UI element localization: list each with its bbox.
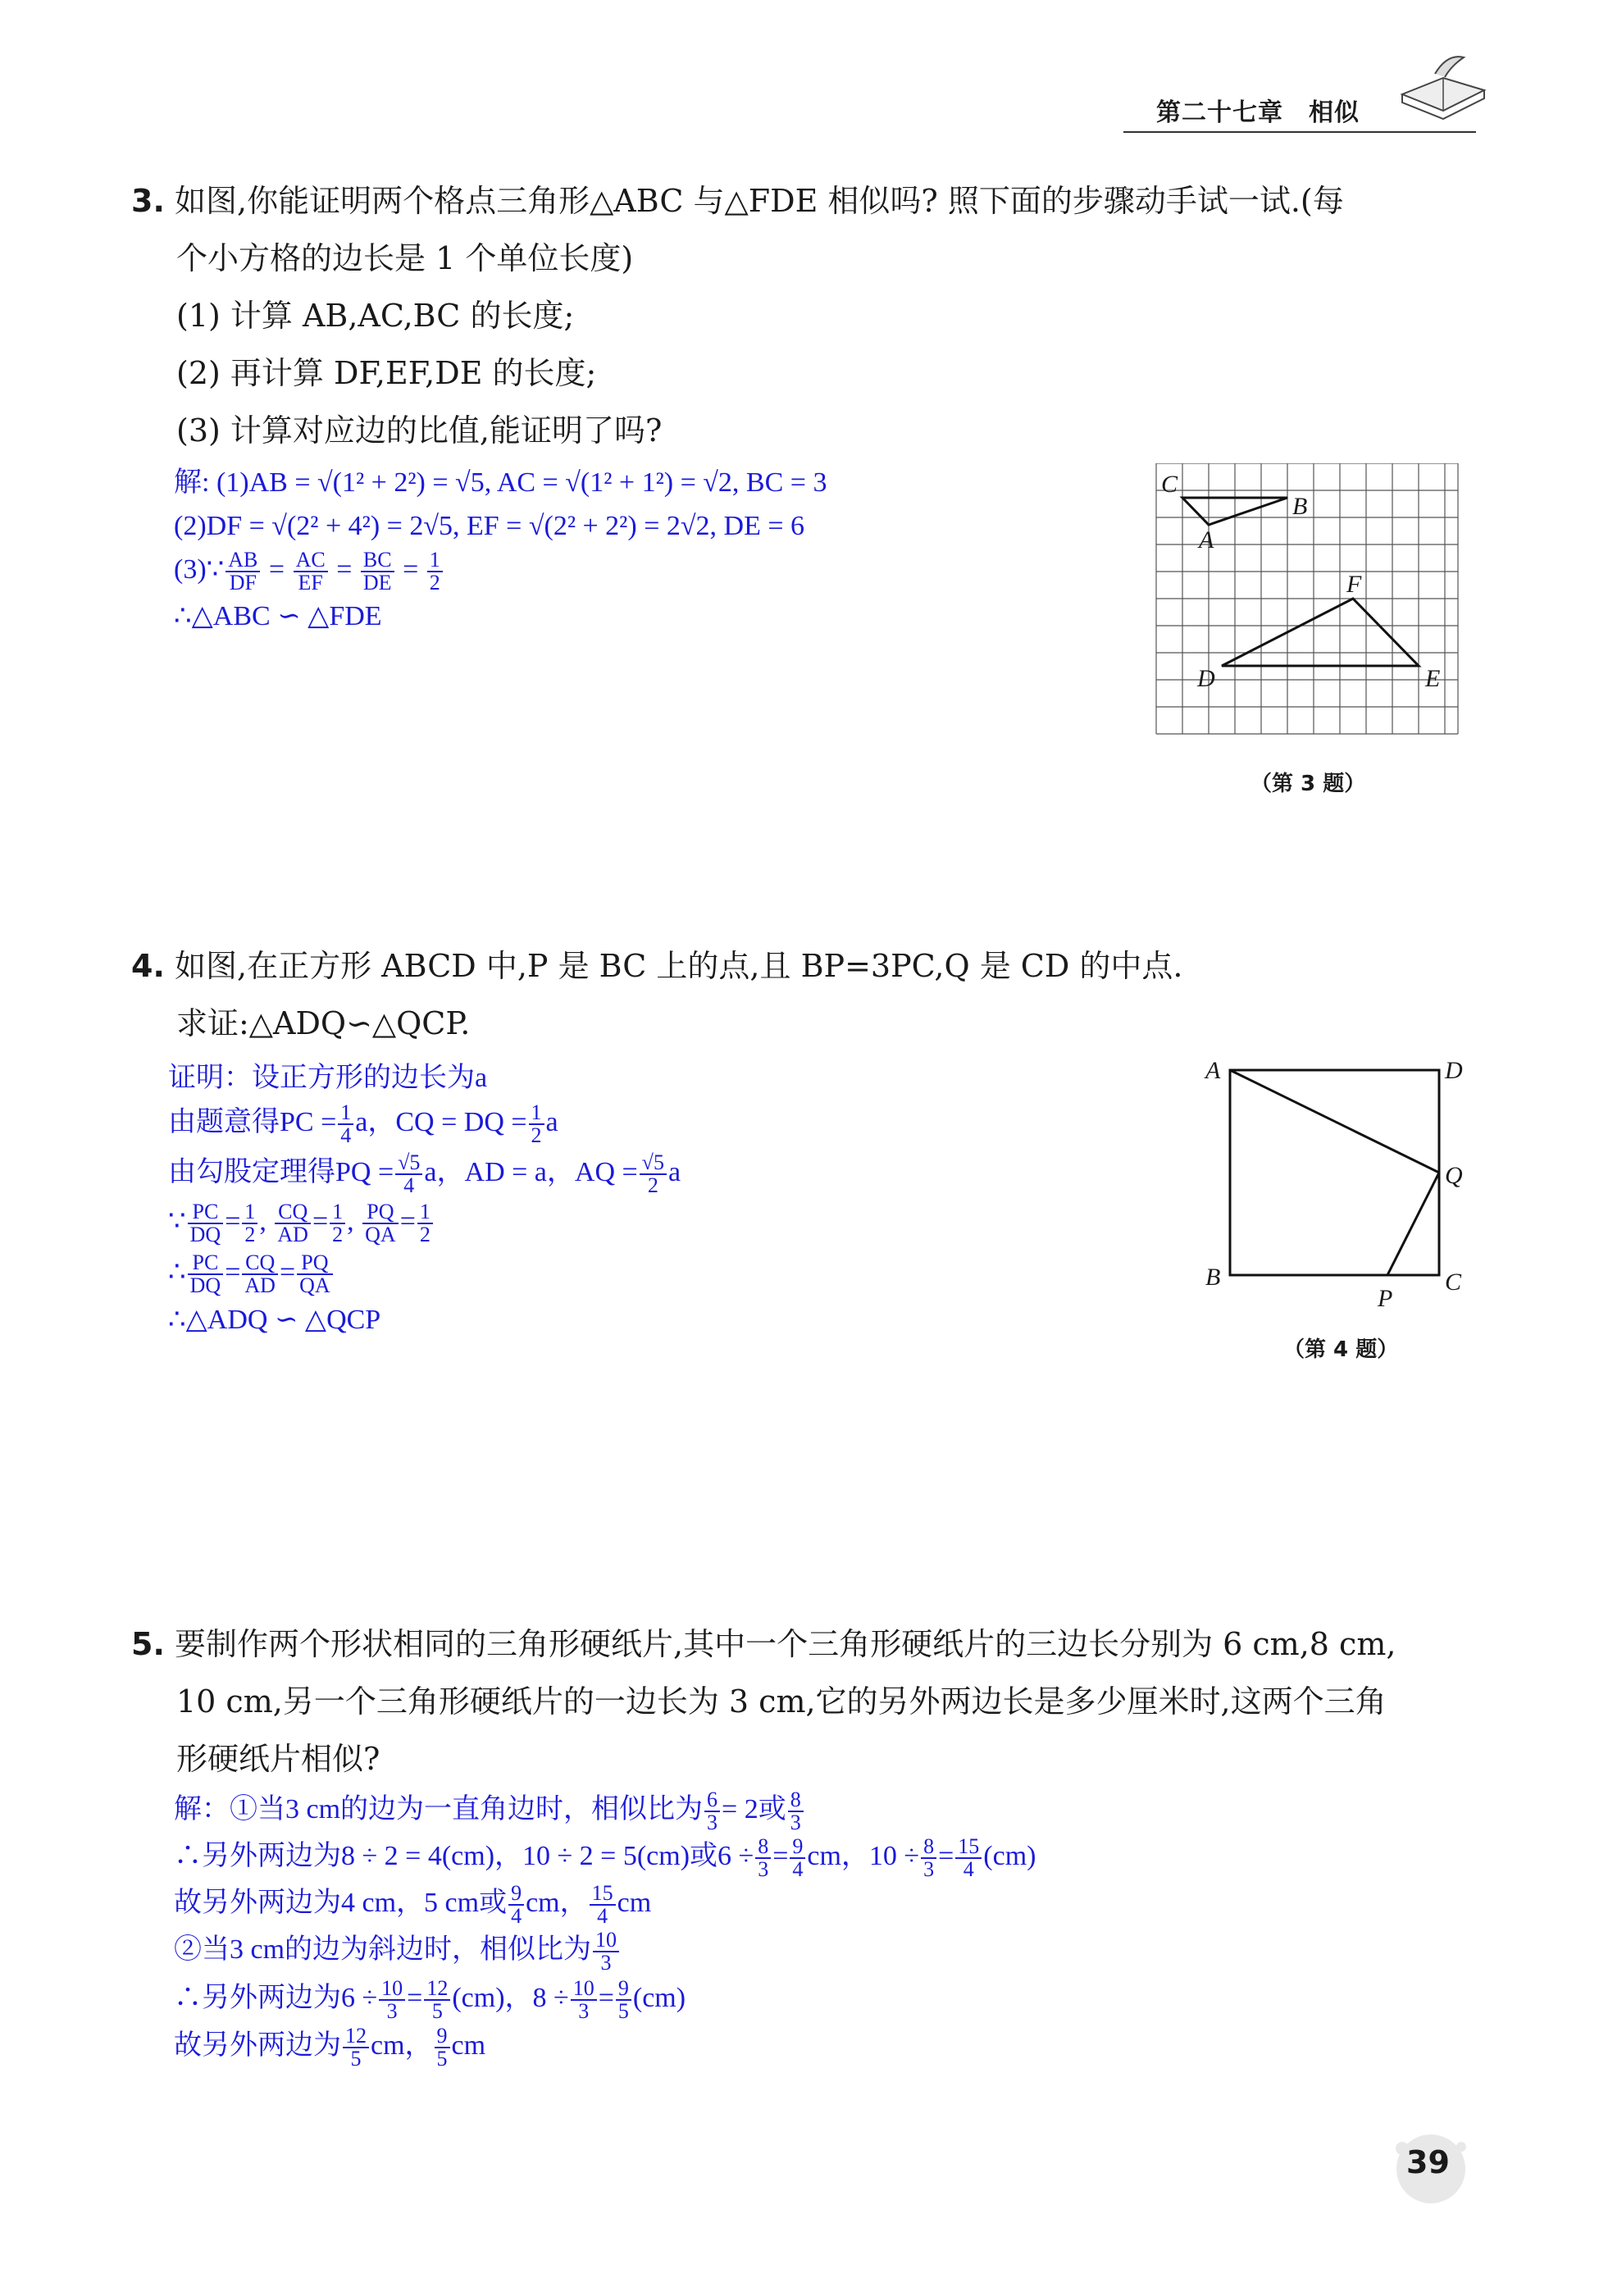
label-c: C [1161, 471, 1178, 498]
q3-answer-line1: 解: (1)AB = √(1² + 2²) = √5, AC = √(1² + 1²) = √2, BC = 3 [174, 467, 827, 498]
q4-answer-line2: 由题意得PC = $\frac{1}{4}$ a，CQ = DQ = $\frac{1}{2}$ a [168, 1100, 558, 1148]
fraction: $\frac{AB}{DF}$ [226, 549, 260, 594]
q5-answer-line5: ∴另外两边为6 ÷ $\frac{10}{3}$ = $\frac{12}{5}$ (cm)，8 ÷ $\frac{10}{3}$ = $\frac{9}{5}$ (cm) [174, 1976, 686, 2024]
q5-text-line1: 要制作两个形状相同的三角形硬纸片,其中一个三角形硬纸片的三边长分别为 6 cm,8 cm, [174, 1626, 1396, 1662]
label-a: A [1199, 526, 1214, 554]
label-d: D [1197, 665, 1215, 692]
label-c: C [1445, 1269, 1462, 1296]
q3-caption: （第 3 题） [1250, 772, 1366, 796]
q3-number: 3. [131, 183, 165, 219]
q4-answer-line1: 证明：设正方形的边长为a [168, 1063, 488, 1093]
q5-line1 [131, 1620, 1396, 1669]
header-divider [1123, 131, 1476, 133]
q3-text-line1: 如图,你能证明两个格点三角形△ABC 与△FDE 相似吗? 照下面的步骤动手试一试.(每 [174, 183, 1344, 219]
q4-answer-line4: ∵ $\frac{PC}{DQ}$ = $\frac{1}{2}$ , $\frac{CQ}{AD}$ = $\frac{1}{2}$ , $\frac{PQ}{QA}$ = $\frac{1}{2}$ [168, 1200, 435, 1246]
q5-answer-line4: ②当3 cm的边为斜边时，相似比为 $\frac{10}{3}$ [174, 1928, 621, 1974]
q3-step3: (3) 计算对应边的比值,能证明了吗? [176, 412, 663, 449]
q4-line1 [131, 941, 1182, 991]
fraction: $\frac{1}{2}$ [427, 549, 443, 594]
label-f: F [1346, 571, 1362, 598]
q3-answer-line3: (3)∵ $\frac{AB}{DF}$ = $\frac{AC}{EF}$ = $\frac{BC}{DE}$ = $\frac{1}{2}$ [174, 548, 444, 594]
q3-text-line2: 个小方格的边长是 1 个单位长度) [176, 240, 634, 276]
q5-text-line3: 形硬纸片相似? [176, 1741, 380, 1777]
q5-number: 5. [131, 1626, 165, 1662]
label-q: Q [1445, 1162, 1463, 1189]
q5-answer-line1: 解：①当3 cm的边为一直角边时，相似比为 $\frac{6}{3}$ = 2或 $\frac{8}{3}$ [174, 1788, 805, 1834]
label-b: B [1292, 493, 1308, 520]
label-p: P [1378, 1285, 1393, 1312]
q4-text-line1: 如图,在正方形 ABCD 中,P 是 BC 上的点,且 BP=3PC,Q 是 CD 的中点. [174, 948, 1183, 984]
q3-step1: (1) 计算 AB,AC,BC 的长度; [176, 298, 575, 334]
label-e: E [1425, 665, 1441, 692]
q4-answer-line5: ∴ $\frac{PC}{DQ}$ = $\frac{CQ}{AD}$ = $\frac{PQ}{QA}$ [168, 1250, 335, 1296]
fraction: $\frac{BC}{DE}$ [361, 549, 394, 594]
q4-square-figure [1189, 1046, 1492, 1316]
q3-line1 [131, 176, 1344, 226]
label-a: A [1205, 1057, 1221, 1084]
label-b: B [1205, 1264, 1221, 1291]
chapter-title: 第二十七章 相似 [1156, 98, 1360, 127]
triangle-fde [1222, 599, 1419, 666]
q3-answer-line2: (2)DF = √(2² + 4²) = 2√5, EF = √(2² + 2²) = 2√2, DE = 6 [174, 511, 805, 541]
q3-step2: (2) 再计算 DF,EF,DE 的长度; [176, 355, 597, 391]
q3-answer-line4: ∴△ABC ∽ △FDE [174, 601, 382, 631]
q5-answer-line3: 故另外两边为4 cm，5 cm或 $\frac{9}{4}$ cm， $\frac{15}{4}$ cm [174, 1881, 652, 1929]
fraction: $\frac{AC}{EF}$ [294, 549, 328, 594]
q3-grid-figure [1148, 463, 1468, 742]
q4-answer-line3: 由勾股定理得PQ = $\frac{√5}{4}$ a，AD = a，AQ = $\frac{√5}{2}$ a [168, 1150, 681, 1198]
page-number: 39 [1406, 2144, 1450, 2180]
q4-number: 4. [131, 948, 165, 984]
label-d: D [1445, 1057, 1463, 1084]
q5-answer-line2: ∴另外两边为8 ÷ 2 = 4(cm)，10 ÷ 2 = 5(cm)或6 ÷ $\frac{8}{3}$ = $\frac{9}{4}$ cm，10 ÷ $\frac{8}{3}$ = $\frac{15}{4}$ (cm) [174, 1834, 1036, 1882]
book-stack-icon [1394, 49, 1492, 123]
q4-answer-line6: ∴△ADQ ∽ △QCP [168, 1305, 381, 1335]
q4-text-line2: 求证:△ADQ∽△QCP. [176, 1005, 471, 1041]
q5-answer-line6: 故另外两边为 $\frac{12}{5}$ cm， $\frac{9}{5}$ cm [174, 2024, 486, 2071]
q4-caption: （第 4 题） [1283, 1337, 1399, 1362]
q5-text-line2: 10 cm,另一个三角形硬纸片的一边长为 3 cm,它的另外两边长是多少厘米时,这两个三角 [176, 1683, 1387, 1720]
